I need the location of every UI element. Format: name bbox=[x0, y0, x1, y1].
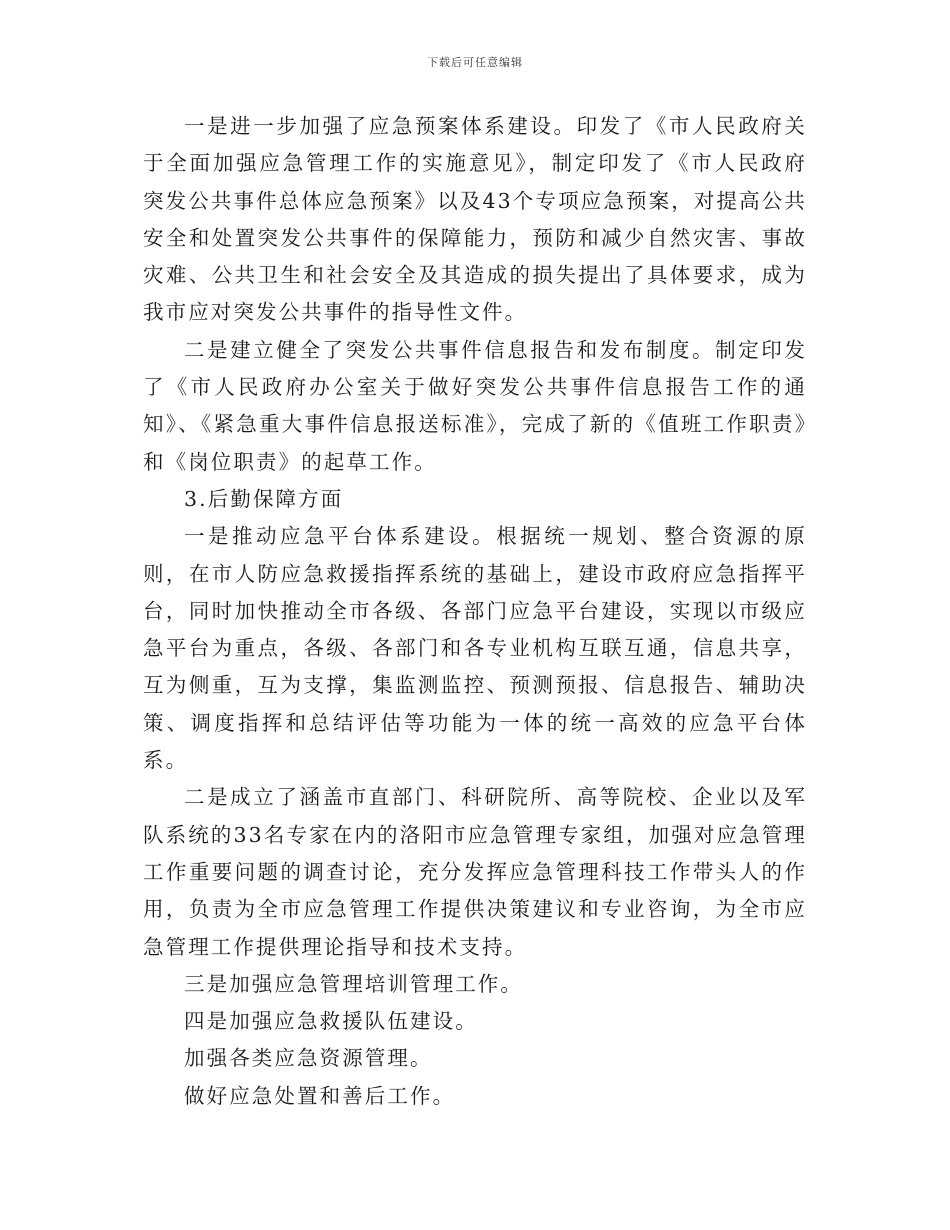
paragraph-emergency-platform: 一是推动应急平台体系建设。根据统一规划、整合资源的原则，在市人防应急救援指挥系统的基础上，建设市政府应急指挥平台，同时加快推动全市各级、各部门应急平台建设，实现以市级应急平台为重点，各级、各部门和各专业机构互联互通，信息共享，互为侧重，互为支撑，集监测监控、预测预报、信息报告、辅助决策、调度指挥和总结评估等功能为一体的统一高效的应急平台体系。 bbox=[143, 524, 807, 773]
paragraph-emergency-plan: 一是进一步加强了应急预案体系建设。印发了《市人民政府关于全面加强应急管理工作的实施意见》，制定印发了《市人民政府突发公共事件总体应急预案》以及43个专项应急预案，对提高公共安全和处置突发公共事件的保障能力，预防和减少自然灾害、事故灾难、公共卫生和社会安全及其造成的损失提出了具体要求，成为我市应对突发公共事件的指导性文件。 bbox=[143, 114, 807, 325]
paragraph-information-reporting: 二是建立健全了突发公共事件信息报告和发布制度。制定印发了《市人民政府办公室关于做好突发公共事件信息报告工作的通知》、《紧急重大事件信息报送标准》，完成了新的《值班工作职责》和《岗位职责》的起草工作。 bbox=[143, 337, 807, 474]
section-heading-logistics: 3.后勤保障方面 bbox=[184, 486, 344, 511]
paragraph-rescue-team: 四是加强应急救援队伍建设。 bbox=[184, 1009, 478, 1034]
page-header: 下载后可任意编辑 bbox=[427, 56, 523, 69]
paragraph-training: 三是加强应急管理培训管理工作。 bbox=[184, 971, 523, 996]
paragraph-expert-group: 二是成立了涵盖市直部门、科研院所、高等院校、企业以及军队系统的33名专家在内的洛阳市应急管理专家组，加强对应急管理工作重要问题的调查讨论，充分发挥应急管理科技工作带头人的作用，负责为全市应急管理工作提供决策建议和专业咨询，为全市应急管理工作提供理论指导和技术支持。 bbox=[143, 785, 807, 959]
paragraph-aftermath-handling: 做好应急处置和善后工作。 bbox=[184, 1083, 456, 1108]
paragraph-resource-management: 加强各类应急资源管理。 bbox=[184, 1046, 433, 1071]
document-body bbox=[143, 108, 807, 1115]
